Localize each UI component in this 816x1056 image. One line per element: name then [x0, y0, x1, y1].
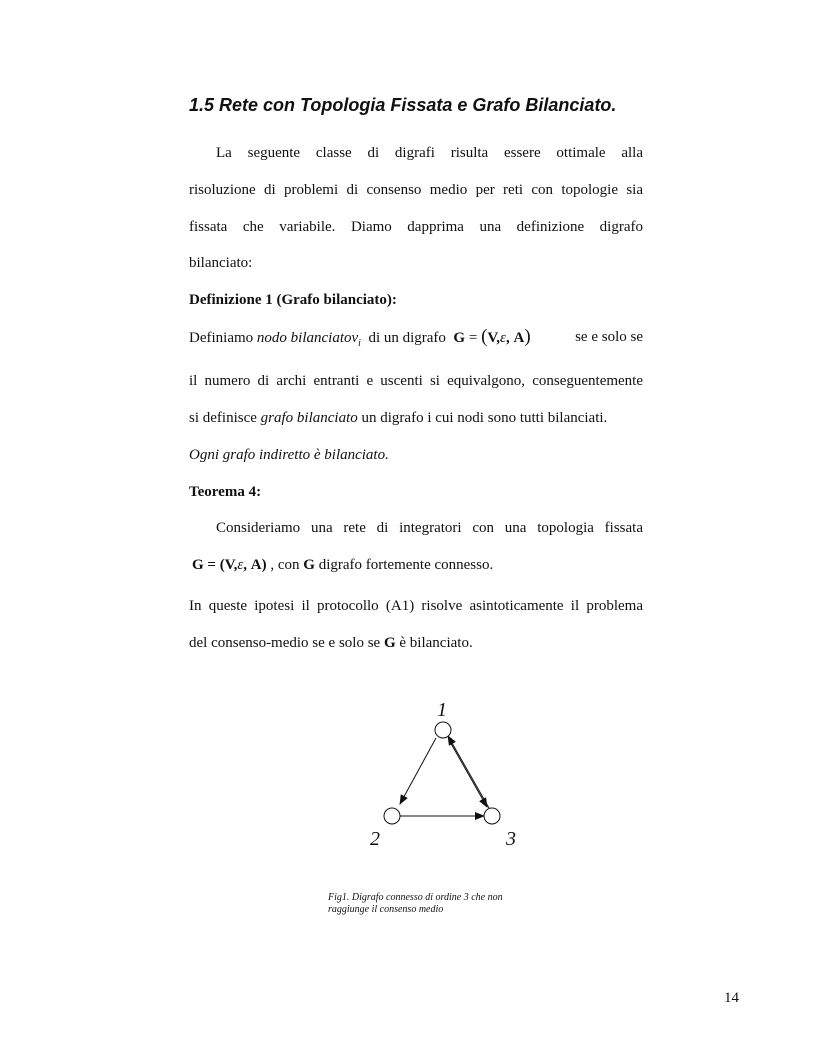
math-paren: ) [524, 326, 531, 347]
text-fragment: Definiamo [189, 330, 254, 346]
paragraph-line: risoluzione di problemi di consenso medio per reti con topologie sia [189, 182, 643, 198]
definition-line: il numero di archi entranti e uscenti si equivalgono, conseguentemente [189, 373, 643, 389]
digraph-figure [350, 690, 550, 860]
node-3 [484, 808, 500, 824]
math-vertex-set: V, [487, 330, 501, 346]
definition-line: Ogni grafo indiretto è bilanciato. [189, 447, 389, 463]
definition-heading: Definizione 1 (Grafo bilanciato): [189, 292, 397, 308]
edge-1-to-2 [400, 738, 436, 804]
node-2 [384, 808, 400, 824]
node-label-2: 2 [370, 828, 380, 850]
text-fragment: digrafo fortemente connesso. [318, 557, 494, 573]
text-fragment: un digrafo i cui nodi sono tutti bilanciati. [361, 410, 608, 426]
math-adjacency: , A [505, 330, 525, 346]
text-fragment: di un digrafo [368, 330, 446, 346]
math-graph-symbol: G [303, 557, 315, 573]
math-graph-symbol: G [383, 635, 396, 651]
edge-3-to-1 [448, 736, 489, 808]
paragraph-line: bilanciato: [189, 255, 253, 271]
math-edge-set: ε [500, 330, 506, 346]
node-label-1: 1 [437, 699, 447, 721]
theorem-line: Consideriamo una rete di integratori con una topologia fissata [216, 520, 643, 536]
page-number: 14 [724, 990, 739, 1006]
caption-line: raggiunge il consenso medio [328, 904, 444, 915]
term-nodo-bilanciato: nodo bilanciato [256, 330, 352, 346]
caption-line: Fig1. Digrafo connesso di ordine 3 che non [328, 892, 503, 903]
math-equals: = [468, 330, 478, 346]
math-var: v [351, 330, 359, 346]
figure-caption [328, 892, 548, 916]
paragraph-line: fissata che variabile. Diamo dapprima una definizione digrafo [189, 219, 643, 235]
term-grafo-bilanciato: grafo bilanciato [260, 410, 358, 426]
node-label-3: 3 [506, 828, 516, 850]
text-fragment: del consenso-medio se e solo se [189, 635, 381, 651]
node-1 [435, 722, 451, 738]
text-fragment: , con [270, 557, 300, 573]
section-title: 1.5 Rete con Topologia Fissata e Grafo Bilanciato. [189, 95, 617, 115]
text-fragment: è bilanciato. [399, 635, 473, 651]
text-fragment: se e solo se [575, 329, 643, 345]
definition-line [189, 328, 643, 353]
theorem-line [189, 634, 643, 652]
math-paren: ( [481, 326, 488, 347]
paragraph-line: La seguente classe di digrafi risulta essere ottimale alla [216, 145, 643, 161]
edge-1-to-3 [449, 740, 487, 807]
definition-line [189, 409, 643, 427]
text-fragment: si definisce [189, 410, 257, 426]
math-graph-symbol: G [453, 330, 466, 346]
theorem-heading: Teorema 4: [189, 484, 262, 500]
theorem-line: In queste ipotesi il protocollo (A1) risolve asintoticamente il problema [189, 598, 643, 614]
math-graph-def: G = (V, [192, 557, 238, 573]
theorem-line [192, 556, 646, 574]
math-subscript: i [358, 338, 361, 349]
math-edge-set: ε [237, 557, 244, 573]
math-graph-def: , A) [243, 557, 267, 573]
